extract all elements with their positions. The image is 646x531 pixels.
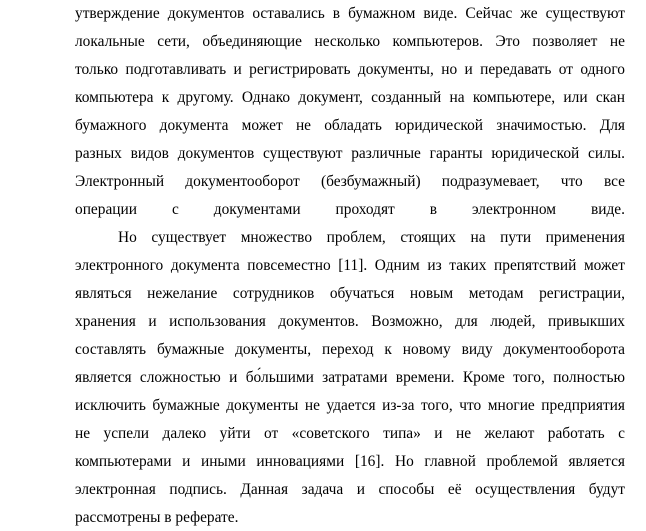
text-line: бумажного документа может не обладать юридической значимостью. Для [75, 117, 625, 134]
text-line: не успели далеко уйти от «советского типа» и не желают работать с [75, 425, 625, 442]
text-line: Электронный документооборот (безбумажный) подразумевает, что все [75, 173, 625, 190]
text-line: являться нежелание сотрудников обучаться новым методам регистрации, [75, 285, 625, 302]
text-line: утверждение документов оставались в бумажном виде. Сейчас же существуют [75, 5, 625, 22]
text-line: электронная подпись. Данная задача и способы её осуществления будут [75, 481, 625, 498]
text-line: электронного документа повсеместно [11]. Одним из таких препятствий может [75, 257, 625, 274]
text-line: только подготавливать и регистрировать документы, но и передавать от одного [75, 61, 625, 78]
text-line: компьютера к другому. Однако документ, созданный на компьютере, или скан [75, 89, 625, 106]
text-line: исключить бумажные документы не удается из-за того, что многие предприятия [75, 397, 625, 414]
text-line: локальные сети, объединяющие несколько компьютеров. Это позволяет не [75, 33, 625, 50]
text-line: является сложностью и бо́льшими затратами времени. Кроме того, полностью [75, 369, 625, 386]
paragraph-first-line: Но существует множество проблем, стоящих на пути применения [118, 229, 625, 246]
paragraph-last-line: рассмотрены в реферате. [75, 509, 239, 526]
text-line: компьютерами и иными инновациями [16]. Но главной проблемой является [75, 453, 625, 470]
text-line: операции с документами проходят в электронном виде. [75, 201, 625, 218]
text-line: хранения и использования документов. Возможно, для людей, привыкших [75, 313, 625, 330]
text-line: разных видов документов существуют различные гаранты юридической силы. [75, 145, 625, 162]
text-line: составлять бумажные документы, переход к новому виду документооборота [75, 341, 625, 358]
